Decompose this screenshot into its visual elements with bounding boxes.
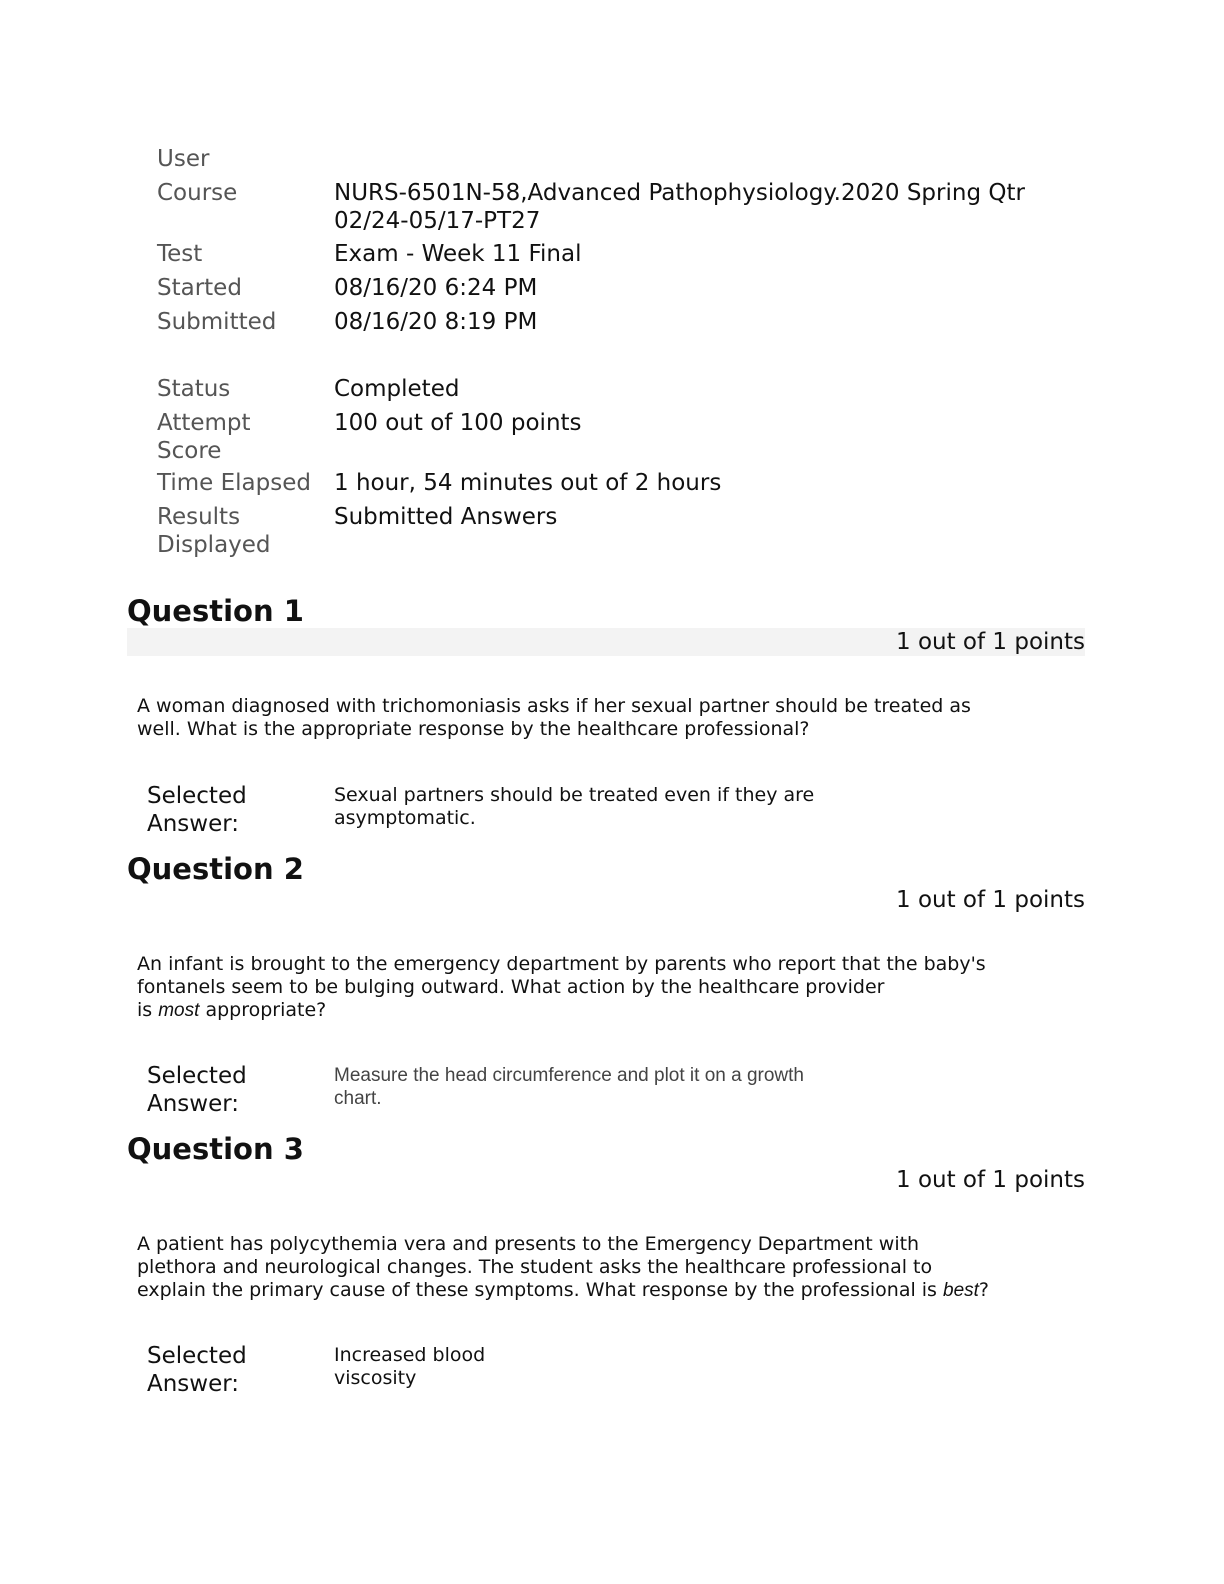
time-elapsed-value: 1 hour, 54 minutes out of 2 hours — [334, 470, 722, 496]
results-displayed-label-line2: Displayed — [157, 532, 271, 558]
question-block-1 — [127, 594, 1085, 844]
info-row-submitted — [157, 308, 1077, 375]
selected-answer-label — [147, 1342, 334, 1398]
status-label: Status — [157, 376, 231, 402]
selected-answer-label-line1: Selected — [147, 783, 247, 809]
question-text-line: plethora and neurological changes. The student asks the healthcare professional to — [137, 1256, 933, 1278]
question-text — [137, 695, 1037, 741]
question-text-line: A patient has polycythemia vera and presents to the Emergency Department with — [137, 1233, 920, 1255]
selected-answer-label-line2: Answer: — [147, 1091, 240, 1117]
question-text-segment: explain the primary cause of these symptoms. What response by the professional is — [137, 1279, 943, 1301]
question-text-emphasis: most — [158, 1000, 200, 1021]
question-text-line — [137, 999, 1037, 1022]
course-value-line2: 02/24-05/17-PT27 — [334, 208, 541, 234]
question-points: 1 out of 1 points — [127, 628, 1085, 656]
info-row-test — [157, 240, 1077, 274]
attempt-score-value: 100 out of 100 points — [334, 410, 582, 436]
info-row-started — [157, 274, 1077, 308]
selected-answer-value — [334, 784, 814, 830]
test-info-table — [157, 145, 1077, 559]
results-displayed-label-line1: Results — [157, 504, 241, 530]
selected-answer-label-line1: Selected — [147, 1063, 247, 1089]
question-text-line — [137, 1279, 1037, 1302]
selected-answer-row — [147, 1342, 485, 1398]
user-label: User — [157, 146, 210, 172]
selected-answer-label-line1: Selected — [147, 1343, 247, 1369]
question-title: Question 3 — [127, 1132, 304, 1166]
question-text-segment: appropriate? — [199, 999, 327, 1021]
course-value — [334, 179, 1077, 235]
selected-answer-line: chart. — [334, 1088, 382, 1109]
question-text-line: well. What is the appropriate response by the healthcare professional? — [137, 718, 810, 740]
question-block-3 — [127, 1132, 1085, 1404]
selected-answer-label — [147, 782, 334, 838]
results-displayed-value: Submitted Answers — [334, 504, 558, 530]
question-text-line: fontanels seem to be bulging outward. What action by the healthcare provider — [137, 976, 885, 998]
question-text-line: A woman diagnosed with trichomoniasis asks if her sexual partner should be treated as — [137, 695, 971, 717]
selected-answer-row — [147, 1062, 804, 1118]
question-text-emphasis: best — [943, 1280, 979, 1301]
question-points: 1 out of 1 points — [896, 1167, 1085, 1193]
info-row-course — [157, 179, 1077, 240]
question-text-segment: is — [137, 999, 159, 1021]
question-text-line: An infant is brought to the emergency department by parents who report that the baby's — [137, 953, 986, 975]
selected-answer-line: asymptomatic. — [334, 807, 476, 829]
attempt-score-label-line2: Score — [157, 438, 222, 464]
question-text-segment: ? — [978, 1279, 990, 1301]
selected-answer-value — [334, 1344, 485, 1390]
time-elapsed-label: Time Elapsed — [157, 470, 311, 496]
selected-answer-line: Sexual partners should be treated even if they are — [334, 784, 815, 806]
question-title: Question 2 — [127, 852, 304, 886]
info-row-status — [157, 375, 1077, 409]
info-row-results-displayed — [157, 503, 1077, 559]
selected-answer-line: Measure the head circumference and plot it on a growth — [334, 1065, 804, 1086]
results-displayed-label — [157, 503, 334, 559]
question-title: Question 1 — [127, 594, 304, 628]
selected-answer-label — [147, 1062, 334, 1118]
attempt-score-label-line1: Attempt — [157, 410, 251, 436]
test-label: Test — [157, 241, 203, 267]
selected-answer-label-line2: Answer: — [147, 811, 240, 837]
question-points: 1 out of 1 points — [896, 887, 1085, 913]
status-value: Completed — [334, 376, 460, 402]
course-label: Course — [157, 180, 238, 206]
info-row-user — [157, 145, 1077, 179]
selected-answer-label-line2: Answer: — [147, 1371, 240, 1397]
attempt-score-label — [157, 409, 334, 465]
info-row-time-elapsed — [157, 469, 1077, 503]
selected-answer-row — [147, 782, 814, 838]
submitted-label: Submitted — [157, 309, 277, 335]
started-value: 08/16/20 6:24 PM — [334, 275, 538, 301]
course-value-line1: NURS-6501N-58,Advanced Pathophysiology.2020 Spring Qtr — [334, 180, 1025, 206]
question-text — [137, 953, 1037, 1022]
test-value: Exam - Week 11 Final — [334, 241, 582, 267]
info-row-attempt-score — [157, 409, 1077, 469]
started-label: Started — [157, 275, 242, 301]
selected-answer-line: Increased blood — [334, 1344, 486, 1366]
selected-answer-value — [334, 1064, 804, 1110]
question-block-2 — [127, 852, 1085, 1124]
selected-answer-line: viscosity — [334, 1367, 417, 1389]
question-text — [137, 1233, 1037, 1302]
submitted-value: 08/16/20 8:19 PM — [334, 309, 538, 335]
